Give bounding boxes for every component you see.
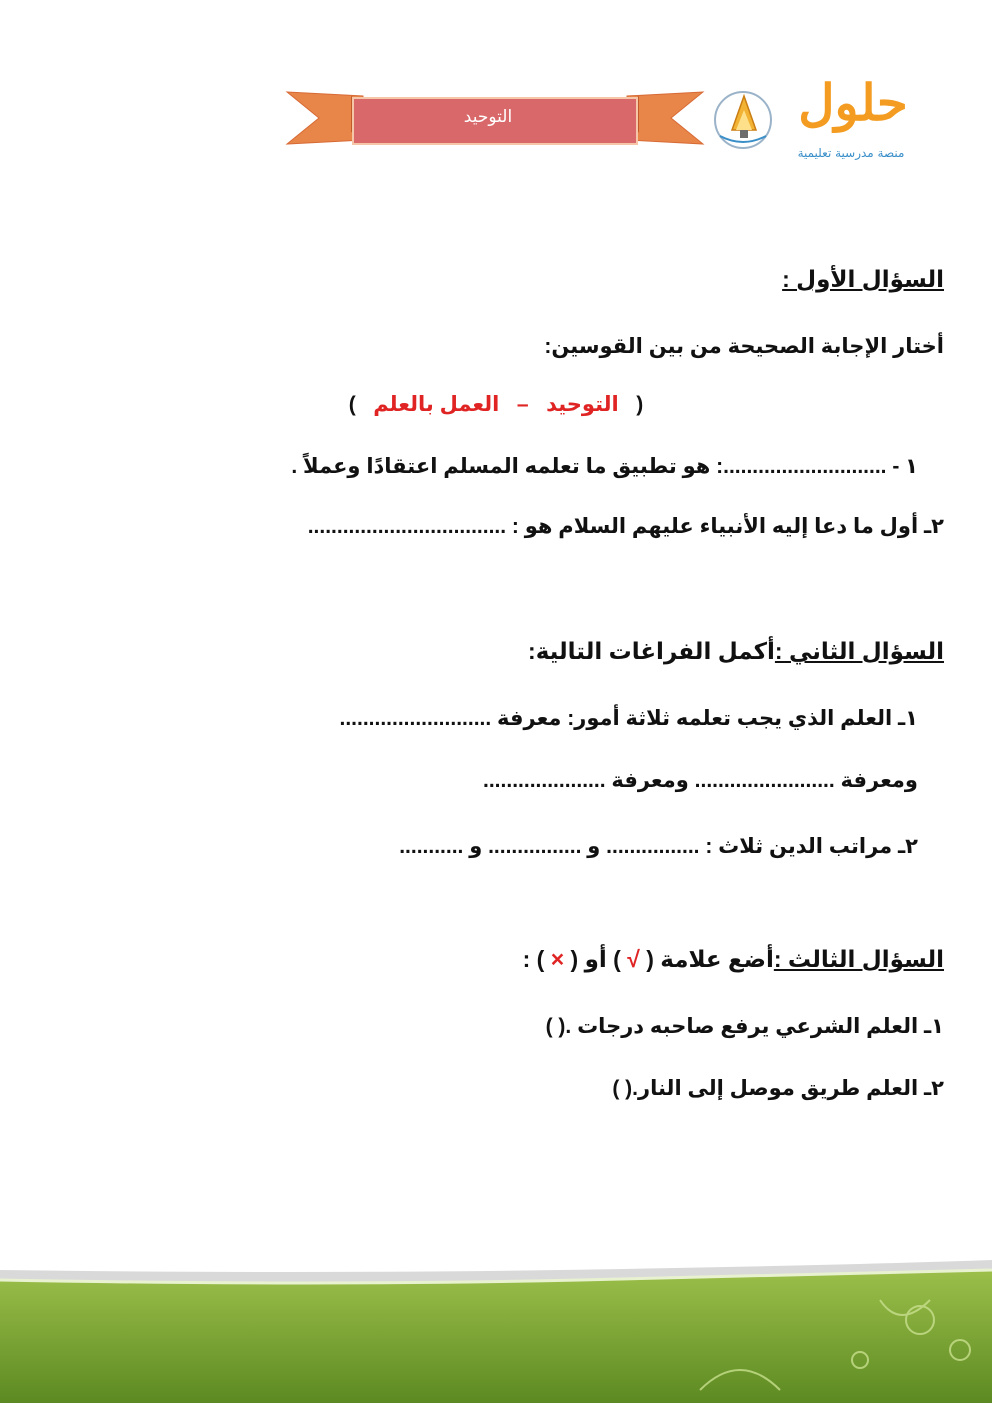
q2-item-2: ٢ـ مراتب الدين ثلاث : ................ و ................ و ........... xyxy=(399,835,918,858)
logo-tagline: منصة مدرسية تعليمية xyxy=(797,146,905,160)
logo xyxy=(706,66,956,168)
q3-heading xyxy=(523,946,944,973)
check-mark-icon: √ xyxy=(627,946,640,972)
footer-wave xyxy=(0,1240,992,1403)
cross-mark-icon: × xyxy=(550,946,565,972)
q3-instruction-c: ) : xyxy=(522,946,545,972)
q1-item-1: ١ - ............................: هو تطبيق ما تعلمه المسلم اعتقادًا وعملاً . xyxy=(291,455,918,478)
q1-options xyxy=(0,392,992,417)
q1-close-paren: ) xyxy=(348,393,356,416)
q2-heading xyxy=(528,638,944,665)
title-banner xyxy=(285,88,705,150)
q2-instruction: أكمل الفراغات التالية: xyxy=(528,638,775,664)
logo-pencil-icon xyxy=(710,86,776,152)
q3-instruction-a: أضع علامة ( xyxy=(646,946,774,972)
q2-title: السؤال الثاني : xyxy=(774,638,944,664)
footer-decoration xyxy=(0,1240,992,1403)
logo-wordmark: حلول xyxy=(798,73,908,132)
q1-option-amal: العمل بالعلم xyxy=(373,393,500,416)
q3-item-2: ٢ـ العلم طريق موصل إلى النار.( ) xyxy=(612,1077,944,1100)
q3-instruction-b: ) أو ( xyxy=(570,946,621,972)
q1-open-paren: ( xyxy=(636,393,644,416)
q1-title: السؤال الأول : xyxy=(782,266,944,292)
q1-dash: – xyxy=(516,393,529,416)
banner-title: التوحيد xyxy=(463,107,513,127)
q3-item-1: ١ـ العلم الشرعي يرفع صاحبه درجات .( ) xyxy=(545,1015,944,1038)
q3-title: السؤال الثالث : xyxy=(773,946,944,972)
q2-item-1-line-2: ومعرفة ........................ ومعرفة ..................... xyxy=(483,769,918,792)
q2-item-1-line-1: ١ـ العلم الذي يجب تعلمه ثلاثة أمور: معرفة .......................... xyxy=(339,707,918,730)
q1-item-2: ٢ـ أول ما دعا إليه الأنبياء عليهم السلام هو : .................................. xyxy=(307,515,944,538)
q1-instruction: أختار الإجابة الصحيحة من بين القوسين: xyxy=(544,335,944,358)
q1-option-tawheed: التوحيد xyxy=(546,393,619,416)
